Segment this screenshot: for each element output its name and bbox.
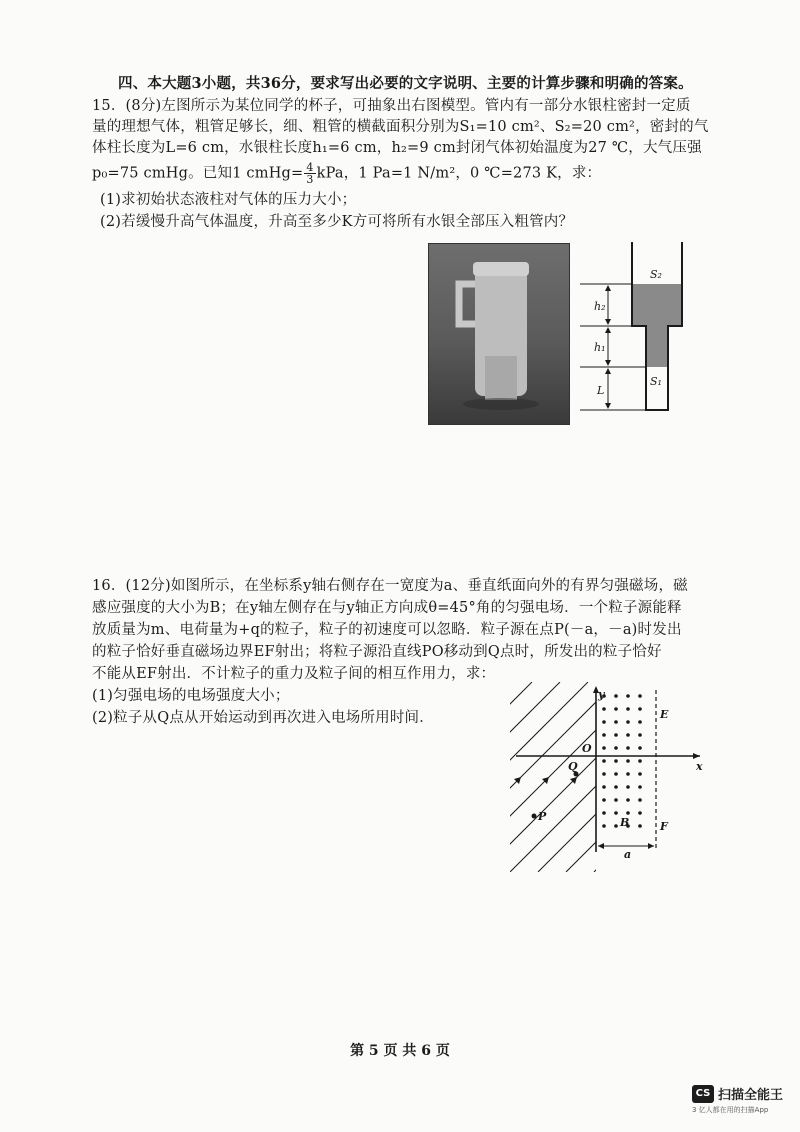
field-dot xyxy=(638,798,642,802)
label-a: a xyxy=(624,848,632,861)
tube-diagram xyxy=(570,240,700,420)
q16-line-4: 的粒子恰好垂直磁场边界EF射出；将粒子源沿直线PO移动到Q点时，所发出的粒子恰好 xyxy=(92,644,662,660)
label-l: L xyxy=(597,384,605,397)
field-dot xyxy=(602,746,606,750)
label-h1: h₁ xyxy=(594,341,606,354)
field-dot xyxy=(614,733,618,737)
field-dot xyxy=(626,733,630,737)
q16-line-1: 16．(12分)如图所示，在坐标系y轴右侧存在一宽度为a、垂直纸面向外的有界匀强磁场，磁 xyxy=(92,578,688,594)
field-dot xyxy=(638,720,642,724)
field-dot xyxy=(626,720,630,724)
field-dot xyxy=(638,811,642,815)
q16-line-5: 不能从EF射出．不计粒子的重力及粒子间的相互作用力，求： xyxy=(92,666,496,682)
field-line xyxy=(510,682,616,872)
field-dot xyxy=(602,733,606,737)
field-dot xyxy=(638,824,642,828)
label-p: P xyxy=(538,810,547,823)
field-dot xyxy=(602,772,606,776)
q15-line-4 xyxy=(92,162,601,185)
field-dot xyxy=(626,772,630,776)
cup-shadow xyxy=(463,398,539,410)
field-line xyxy=(510,682,700,872)
scanner-slogan: 3 亿人都在用的扫描App xyxy=(692,1106,769,1114)
label-s2: S₂ xyxy=(650,268,662,281)
cup-photo-drawing xyxy=(429,244,569,424)
field-dot xyxy=(626,811,630,815)
field-dot xyxy=(614,798,618,802)
arrow-head xyxy=(605,327,611,333)
label-y: y xyxy=(598,688,605,701)
field-dot xyxy=(602,707,606,711)
label-x: x xyxy=(696,760,703,773)
field-dot xyxy=(614,694,618,698)
field-dot xyxy=(626,746,630,750)
field-dot xyxy=(638,694,642,698)
cup-handle xyxy=(459,284,475,324)
arrow-head xyxy=(605,319,611,325)
page-footer: 第 5 页 共 6 页 xyxy=(350,1043,450,1059)
field-dot xyxy=(638,759,642,763)
q15-line-1: 15．(8分)左图所示为某位同学的杯子，可抽象出右图模型。管内有一部分水银柱密封一定质 xyxy=(92,98,691,114)
field-line xyxy=(594,682,710,872)
q15-part-2: (2)若缓慢升高气体温度，升高至多少K方可将所有水银全部压入粗管内？ xyxy=(100,214,574,230)
label-h2: h₂ xyxy=(594,300,606,313)
field-dot xyxy=(626,798,630,802)
field-dot xyxy=(602,824,606,828)
field-dot xyxy=(602,798,606,802)
field-dot xyxy=(602,811,606,815)
magnetic-field-dots xyxy=(602,694,642,828)
section-heading: 四、本大题3小题，共36分，要求写出必要的文字说明、主要的计算步骤和明确的答案。 xyxy=(118,75,693,92)
point-p xyxy=(532,814,537,819)
field-line xyxy=(538,682,710,872)
field-line xyxy=(510,682,560,872)
field-dot xyxy=(614,824,618,828)
arrow-head xyxy=(605,285,611,291)
fraction-denominator: 3 xyxy=(306,173,314,186)
field-dot xyxy=(614,772,618,776)
label-f: F xyxy=(660,820,668,833)
q15-line-4-a: p₀=75 cmHg。已知1 cmHg= xyxy=(92,165,304,182)
cup-photo xyxy=(428,243,570,425)
q16-line-2: 感应强度的大小为B；在y轴左侧存在与y轴正方向成θ=45°角的匀强电场．一个粒子源能释 xyxy=(92,600,682,616)
field-dot xyxy=(626,707,630,711)
field-dot xyxy=(614,707,618,711)
arrow-head xyxy=(598,843,604,849)
field-dot xyxy=(602,720,606,724)
label-s1: S₁ xyxy=(650,375,662,388)
arrow-head xyxy=(605,360,611,366)
scanner-name: 扫描全能王 xyxy=(718,1088,784,1103)
field-dot xyxy=(614,759,618,763)
field-dot xyxy=(614,785,618,789)
field-dot xyxy=(638,772,642,776)
field-dot xyxy=(602,759,606,763)
mercury-narrow xyxy=(646,326,668,367)
label-b: B xyxy=(620,816,630,829)
field-dot xyxy=(614,720,618,724)
q15-line-2: 量的理想气体，粗管足够长，细、粗管的横截面积分别为S₁=10 cm²、S₂=20 cm²，密封的气 xyxy=(92,119,709,135)
q15-line-4-b: kPa，1 Pa=1 N/m²，0 ℃=273 K，求： xyxy=(316,165,602,182)
label-q: Q xyxy=(568,760,578,773)
scanner-watermark xyxy=(692,1083,784,1114)
fraction-numerator: 4 xyxy=(306,161,314,174)
q15-line-3: 体柱长度为L=6 cm，水银柱长度h₁=6 cm，h₂=9 cm封闭气体初始温度为27 ℃，大气压强 xyxy=(92,140,702,156)
field-line xyxy=(510,682,672,872)
field-dot xyxy=(638,785,642,789)
q15-part-1: (1)求初始状态液柱对气体的压力大小； xyxy=(100,192,357,208)
field-dot xyxy=(638,746,642,750)
scanner-logo-icon: CS xyxy=(692,1085,714,1103)
field-dot xyxy=(602,785,606,789)
q16-line-3: 放质量为m、电荷量为+q的粒子，粒子的初速度可以忽略．粒子源在点P(－a，－a)时发出 xyxy=(92,622,682,638)
field-dot xyxy=(626,694,630,698)
field-dot xyxy=(638,733,642,737)
cup-lid xyxy=(473,262,529,276)
arrow-head xyxy=(605,368,611,374)
arrow-head xyxy=(648,843,654,849)
field-dot xyxy=(626,785,630,789)
cup-base xyxy=(485,356,517,400)
mercury-wide xyxy=(632,284,682,326)
label-o: O xyxy=(582,742,592,755)
q16-part-1: (1)匀强电场的电场强度大小； xyxy=(92,688,290,704)
x-axis-arrow xyxy=(693,753,700,759)
field-line-arrow xyxy=(682,777,689,784)
field-line-arrow xyxy=(626,777,633,784)
field-dot xyxy=(614,746,618,750)
field-dot xyxy=(638,707,642,711)
field-line-arrow xyxy=(654,777,661,784)
field-line-arrow xyxy=(598,777,605,784)
arrow-head xyxy=(605,403,611,409)
electric-field-lines xyxy=(510,682,710,872)
field-dot xyxy=(614,811,618,815)
field-diagram xyxy=(510,682,710,872)
field-dot xyxy=(626,759,630,763)
fraction xyxy=(304,162,315,185)
label-e: E xyxy=(660,708,669,721)
q16-part-2: (2)粒子从Q点从开始运动到再次进入电场所用时间． xyxy=(92,710,434,726)
